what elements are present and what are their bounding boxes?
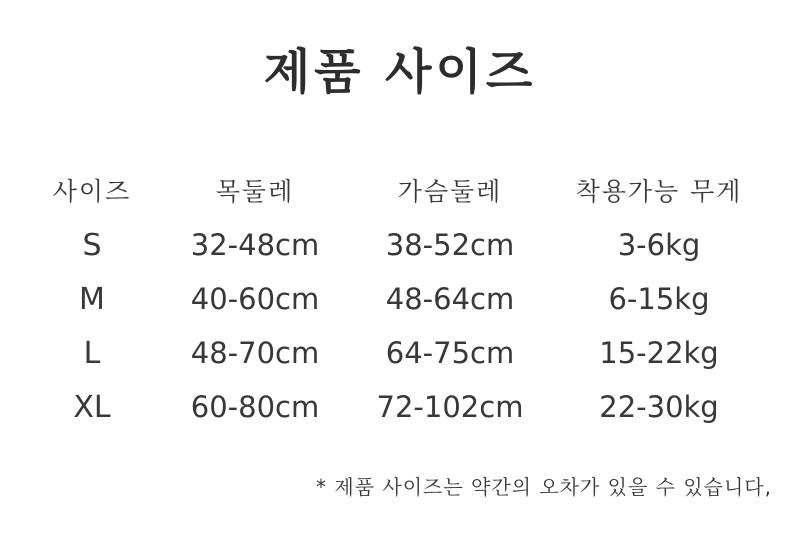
cell-size: M	[79, 281, 105, 317]
cell-chest: 48-64cm	[385, 282, 515, 316]
cell-neck: 40-60cm	[190, 282, 320, 316]
table-row	[0, 272, 744, 326]
size-table	[0, 162, 744, 434]
cell-size: L	[83, 335, 101, 371]
header-size: 사이즈	[52, 177, 132, 206]
header-chest: 가슴둘레	[397, 177, 503, 206]
cell-neck: 32-48cm	[190, 228, 320, 262]
cell-weight: 22-30kg	[599, 390, 719, 424]
cell-neck: 48-70cm	[190, 336, 320, 370]
size-disclaimer-footnote: * 제품 사이즈는 약간의 오차가 있을 수 있습니다,	[316, 475, 772, 499]
header-weight: 착용가능 무게	[575, 177, 743, 206]
table-header-row	[0, 162, 744, 218]
table-row	[0, 380, 744, 434]
cell-weight: 15-22kg	[599, 336, 719, 370]
cell-chest: 38-52cm	[385, 228, 515, 262]
cell-size: XL	[73, 389, 111, 425]
cell-weight: 6-15kg	[608, 282, 710, 316]
header-neck: 목둘레	[215, 177, 295, 206]
cell-chest: 64-75cm	[385, 336, 515, 370]
cell-weight: 3-6kg	[617, 228, 701, 262]
cell-neck: 60-80cm	[190, 390, 320, 424]
cell-size: S	[82, 227, 102, 263]
page-title: 제품 사이즈	[263, 44, 537, 100]
cell-chest: 72-102cm	[376, 390, 524, 424]
table-row	[0, 218, 744, 272]
table-row	[0, 326, 744, 380]
